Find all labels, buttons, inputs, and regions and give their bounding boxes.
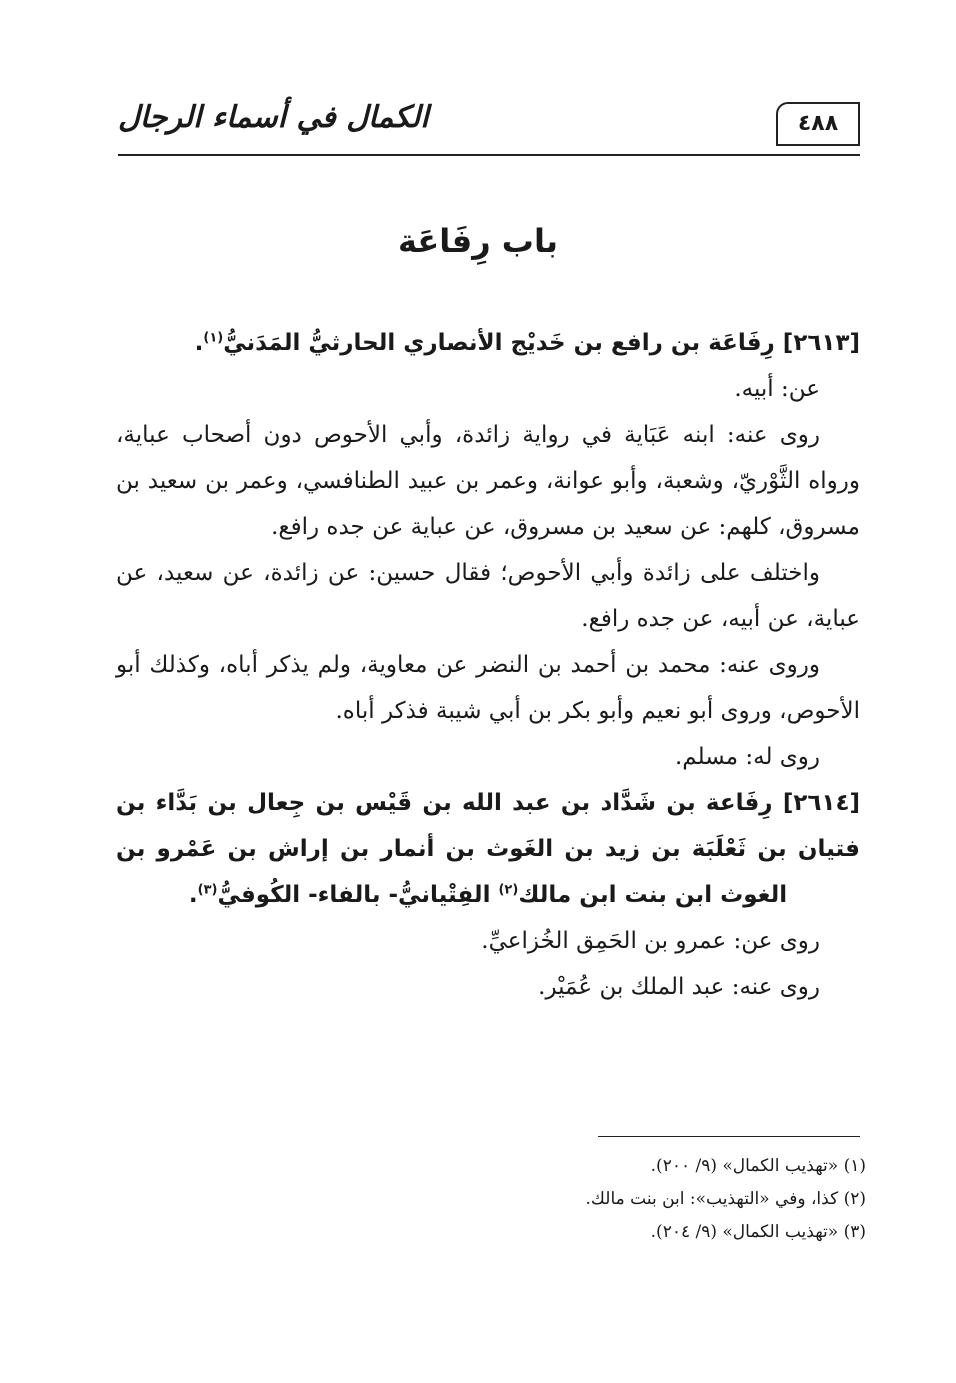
footnote: (٢) كذا، وفي «التهذيب»: ابن بنت مالك.: [585, 1189, 866, 1209]
entry-paragraph: روى عنه: ابنه عَبَاية في رواية زائدة، وأبي الأحوص دون أصحاب عباية، ورواه الثَّوْريّ، وشعبة، وأبو عوانة، وعمر بن عبيد الطنافسي، وعمر بن سعيد بن مسروق، كلهم: عن سعيد بن مسروق، عن عباية عن جده رافع.: [116, 422, 860, 540]
footnote-separator: [598, 1136, 860, 1137]
entry-line: روى عنه: عبد الملك بن عُمَيْر.: [538, 974, 820, 1000]
entry-line: روى له: مسلم.: [675, 744, 820, 770]
footnotes: [122, 1150, 866, 1249]
entry-heading: [٢٦١٣] رِفَاعَة بن رافع بن خَديْج الأنصاري الحارثيُّ المَدَنيُّ$^{(١)}$.: [194, 330, 860, 356]
entry-line: روى عن: عمرو بن الحَمِق الخُزاعيِّ.: [481, 928, 820, 954]
entry-paragraph: وروى عنه: محمد بن أحمد بن النضر عن معاوية، ولم يذكر أباه، وكذلك أبو الأحوص، وروى أبو نعيم وأبو بكر بن أبي شيبة فذكر أباه.: [116, 652, 860, 724]
entry-paragraph: واختلف على زائدة وأبي الأحوص؛ فقال حسين: عن زائدة، عن سعيد، عن عباية، عن أبيه، عن جده رافع.: [116, 560, 860, 632]
running-title: الكمال في أسماء الرجال: [118, 100, 429, 135]
entry-2613: [116, 320, 860, 780]
chapter-title: باب رِفَاعَة: [398, 222, 558, 260]
footnote-ref: (٣): [197, 882, 218, 898]
main-text: [116, 320, 860, 1010]
footnote: (١) «تهذيب الكمال» (٩/ ٢٠٠).: [650, 1156, 866, 1176]
entry-heading: [٢٦١٤] رِفَاعة بن شَدَّاد بن عبد الله بن قَيْس بن جِعال بن بَدَّاء بن فتيان بن ثَعْلَبَة بن زيد بن الغَوث بن أنمار بن إراش بن عَمْرو بن الغوث ابن بنت ابن مالك$^{(٢)}$ الفِتْيانيُّ- بالفاء- الكُوفيُّ$^{(٣)}$.: [116, 790, 860, 908]
page-header: [118, 96, 860, 156]
page-number: ٤٨٨: [776, 102, 860, 146]
footnote-ref: (١): [203, 330, 224, 346]
entry-line: عن: أبيه.: [734, 376, 820, 402]
footnote: (٣) «تهذيب الكمال» (٩/ ٢٠٤).: [650, 1222, 866, 1242]
footnote-ref: (٢): [498, 882, 519, 898]
entry-2614: [116, 780, 860, 1010]
header-rule: [118, 154, 860, 156]
